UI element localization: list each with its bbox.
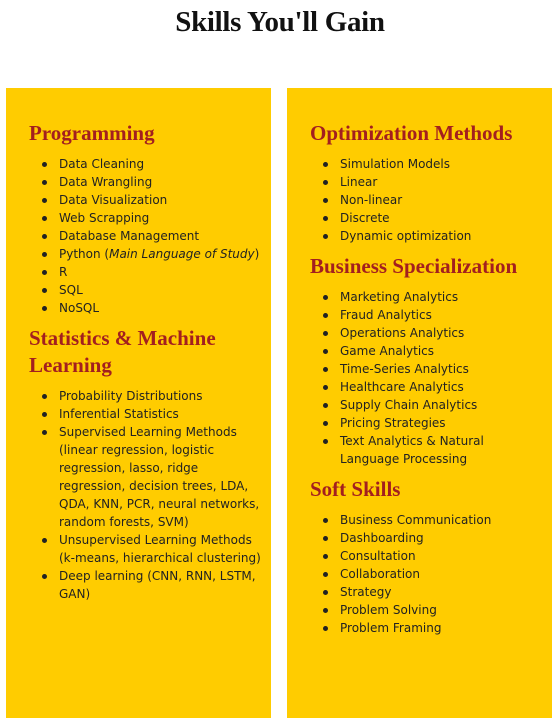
list-item: Probability Distributions xyxy=(59,387,261,405)
list-item: Database Management xyxy=(59,227,261,245)
list-item: Web Scrapping xyxy=(59,209,261,227)
business-list xyxy=(310,288,542,468)
list-item: Data Wrangling xyxy=(59,173,261,191)
list-item: Linear xyxy=(340,173,542,191)
list-item: Supervised Learning Methods (linear regression, logistic regression, lasso, ridge regression, decision trees, LDA, QDA, KNN, PCR, neural networks, random forests, SVM) xyxy=(59,425,260,529)
list-item: Dynamic optimization xyxy=(340,227,542,245)
list-item: Non-linear xyxy=(340,191,542,209)
statistics-list xyxy=(29,387,261,603)
list-item: Fraud Analytics xyxy=(340,306,542,324)
list-item: Pricing Strategies xyxy=(340,414,542,432)
list-item: Strategy xyxy=(340,583,542,601)
optimization-list xyxy=(310,155,542,245)
list-item: Dashboarding xyxy=(340,529,542,547)
list-item: Game Analytics xyxy=(340,342,542,360)
list-item: Data Visualization xyxy=(59,191,261,209)
page-title: Skills You'll Gain xyxy=(175,6,385,38)
list-item: Consultation xyxy=(340,547,542,565)
section-heading-optimization: Optimization Methods xyxy=(310,121,513,145)
list-item: Simulation Models xyxy=(340,155,542,173)
section-heading-programming: Programming xyxy=(29,121,155,145)
soft-skills-list xyxy=(310,511,542,637)
list-item: Healthcare Analytics xyxy=(340,378,542,396)
list-item: Discrete xyxy=(340,209,542,227)
section-heading-business: Business Specialization xyxy=(310,254,518,278)
list-item: Inferential Statistics xyxy=(59,405,261,423)
list-item: Collaboration xyxy=(340,565,542,583)
list-item: Unsupervised Learning Methods (k-means, hierarchical clustering) xyxy=(59,533,261,565)
left-skills-panel xyxy=(6,88,271,718)
list-item: Operations Analytics xyxy=(340,324,542,342)
list-item: Business Communication xyxy=(340,511,542,529)
python-note: Main Language of Study xyxy=(109,247,255,261)
python-label: Python ( xyxy=(59,247,110,261)
right-skills-panel xyxy=(287,88,552,718)
list-item: Text Analytics & Natural Language Processing xyxy=(340,432,542,468)
list-item: Data Cleaning xyxy=(59,155,261,173)
section-heading-soft-skills: Soft Skills xyxy=(310,477,401,501)
list-item: Problem Solving xyxy=(340,601,542,619)
list-item: R xyxy=(59,263,261,281)
list-item: Problem Framing xyxy=(340,619,542,637)
section-heading-statistics: Statistics & Machine Learning xyxy=(29,326,216,377)
list-item: Time-Series Analytics xyxy=(340,360,542,378)
list-item: Supply Chain Analytics xyxy=(340,396,542,414)
programming-list xyxy=(29,155,261,317)
list-item: Marketing Analytics xyxy=(340,288,542,306)
python-close: ) xyxy=(254,247,260,261)
list-item: Deep learning (CNN, RNN, LSTM, GAN) xyxy=(59,567,261,603)
list-item: NoSQL xyxy=(59,299,261,317)
list-item: SQL xyxy=(59,281,261,299)
list-item-python xyxy=(59,245,261,263)
